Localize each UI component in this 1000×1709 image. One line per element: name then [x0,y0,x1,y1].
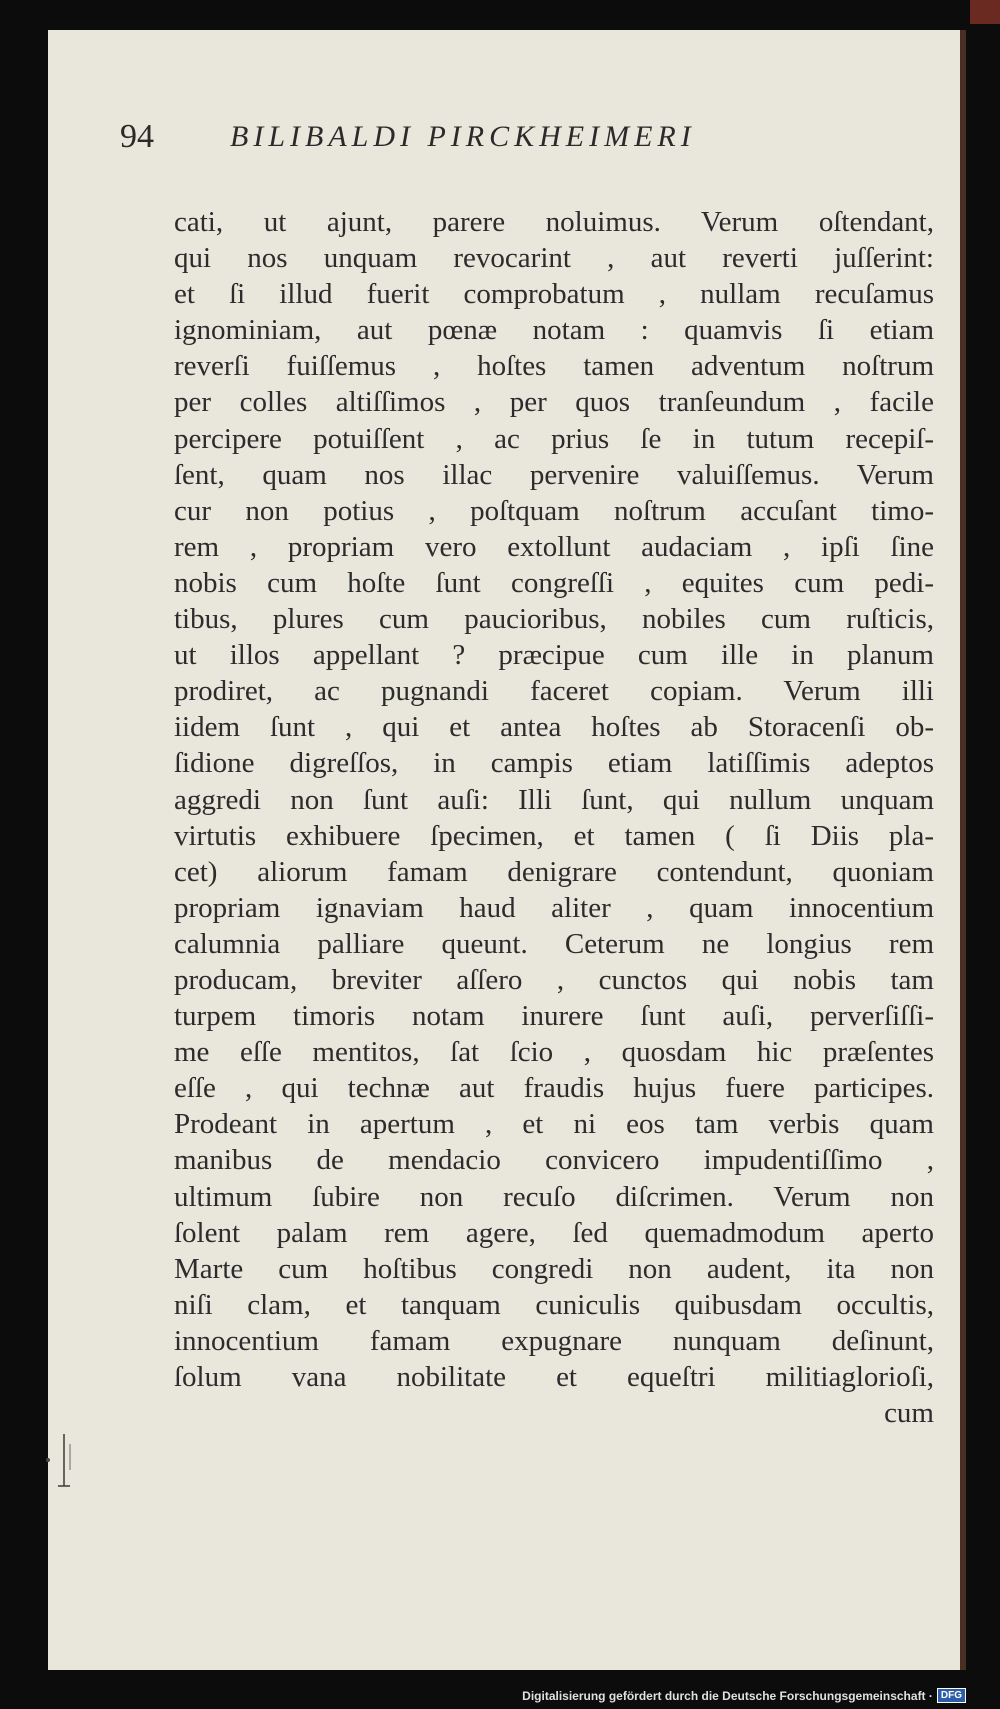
body-text [174,204,934,1431]
text-line: eſſe , qui technæ aut fraudis hujus fuere participes. [174,1072,934,1105]
text-line: ut illos appellant ? præcipue cum ille in planum [174,639,934,672]
text-line: ſolum vana nobilitate et equeſtri militiaglorioſi, [174,1361,934,1393]
margin-mark-icon [38,1430,78,1490]
catchword: cum [884,1397,934,1430]
text-line: virtutis exhibuere ſpecimen, et tamen ( ſi Diis pla- [174,819,934,852]
text-line: ignominiam, aut pœnæ notam : quamvis ſi etiam [174,314,934,347]
text-line: cur non potius , poſtquam noſtrum accuſant timo- [174,494,934,527]
text-line: manibus de mendacio convicero impudentiſſimo , [174,1144,934,1177]
text-line: producam, breviter aſſero , cunctos qui nobis tam [174,963,934,996]
text-line: per colles altiſſimos , per quos tranſeundum , facile [174,386,934,419]
text-line: ultimum ſubire non recuſo diſcrimen. Verum non [174,1180,934,1213]
text-line: propriam ignaviam haud aliter , quam innocentium [174,891,934,924]
text-line: turpem timoris notam inurere ſunt auſi, perverſiſſi- [174,1000,934,1033]
text-line: nobis cum hoſte ſunt congreſſi , equites cum pedi- [174,566,934,599]
text-line: Marte cum hoſtibus congredi non audent, ita non [174,1252,934,1285]
running-title: BILIBALDI PIRCKHEIMERI [230,120,696,153]
text-line: ſidione digreſſos, in campis etiam latiſſimis adeptos [174,747,934,780]
text-line: rem , propriam vero extollunt audaciam , ipſi ſine [174,530,934,563]
text-line: qui nos unquam revocarint , aut reverti juſſerint: [174,242,934,275]
text-line: prodiret, ac pugnandi faceret copiam. Verum illi [174,675,934,708]
text-line: innocentium famam expugnare nunquam deſinunt, [174,1324,934,1357]
page-number: 94 [120,118,154,155]
text-line: me eſſe mentitos, ſat ſcio , quosdam hic præſentes [174,1036,934,1069]
text-line: aggredi non ſunt auſi: Illi ſunt, qui nullum unquam [174,783,934,816]
text-line: Prodeant in apertum , et ni eos tam verbis quam [174,1108,934,1141]
text-line: ſent, quam nos illac pervenire valuiſſemus. Verum [174,458,934,491]
text-line: ſolent palam rem agere, ſed quemadmodum aperto [174,1216,934,1249]
text-line: reverſi fuiſſemus , hoſtes tamen adventum noſtrum [174,350,934,383]
text-line: calumnia palliare queunt. Ceterum ne longius rem [174,927,934,960]
dfg-logo-icon: DFG [937,1688,966,1703]
text-line: cati, ut ajunt, parere noluimus. Verum oſtendant, [174,206,934,238]
text-line: niſi clam, et tanquam cuniculis quibusdam occultis, [174,1288,934,1321]
page-edge-marker [970,0,1000,24]
text-line: percipere potuiſſent , ac prius ſe in tutum recepiſ- [174,422,934,455]
running-head [120,118,900,178]
text-line: tibus, plures cum paucioribus, nobiles cum ruſticis, [174,603,934,636]
credit-text: Digitalisierung gefördert durch die Deutsche Forschungsgemeinschaft · [522,1688,933,1703]
text-line: iidem ſunt , qui et antea hoſtes ab Storacenſi ob- [174,711,934,744]
digitization-credit [522,1688,966,1703]
text-line: cet) aliorum famam denigrare contendunt, quoniam [174,855,934,888]
text-line: et ſi illud fuerit comprobatum , nullam recuſamus [174,278,934,311]
